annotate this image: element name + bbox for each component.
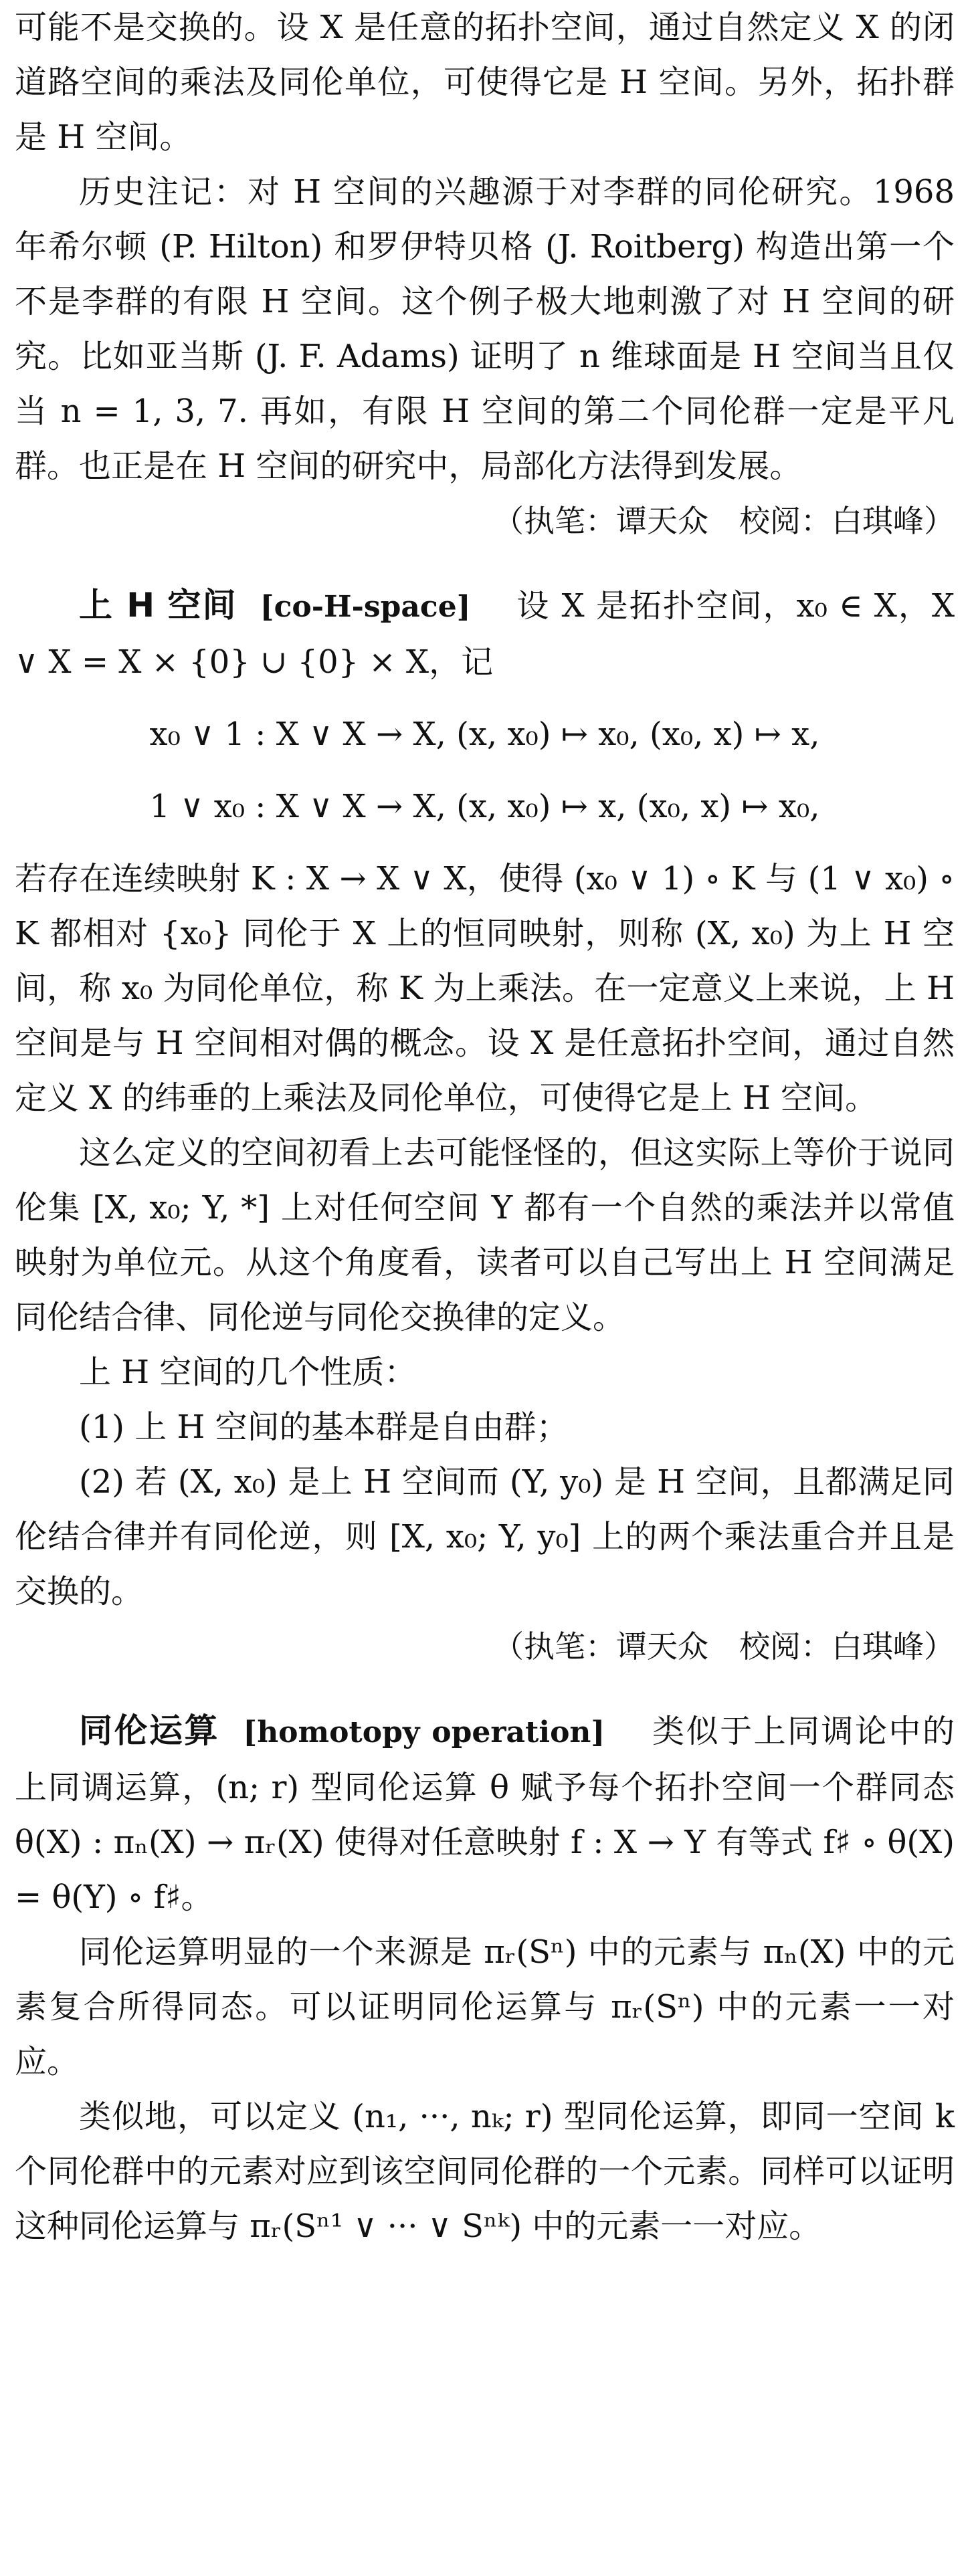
entry-title: 同伦运算	[79, 1711, 219, 1750]
equation-gap	[15, 762, 955, 779]
entry-co-h-space-intro	[15, 578, 955, 689]
paragraph-historical-note: 历史注记：对 H 空间的兴趣源于对李群的同伦研究。1968 年希尔顿 (P. Hilton) 和罗伊特贝格 (J. Roitberg) 构造出第一个不是李群的有限 H 空间。这个例子极大地刺激了对 H 空间的研究。比如亚当斯 (J. F. Adams) 证明了 n 维球面是 H 空间当且仅当 n = 1, 3, 7. 再如，有限 H 空间的第二个同伦群一定是平凡群。也正是在 H 空间的研究中，局部化方法得到发展。	[15, 173, 955, 485]
entry-homotopy-operation-intro	[15, 1703, 955, 1925]
entry-title: 上 H 空间	[79, 586, 237, 625]
section-gap	[15, 548, 955, 578]
author-credit: （执笔：谭天众 校阅：白琪峰）	[493, 503, 955, 539]
section-gap	[15, 1674, 955, 1703]
equation-gap	[15, 834, 955, 851]
paragraph-properties-heading: 上 H 空间的几个性质：	[79, 1354, 417, 1391]
entry-title-english: [co-H-space]	[260, 590, 471, 624]
entry-intro-text: 类似于上同调论中的上同调运算，(n; r) 型同伦运算 θ 赋予每个拓扑空间一个群同态 θ(X) : πₙ(X) → πᵣ(X) 使得对任意映射 f : X → Y 有等式 f♯ ∘ θ(X) = θ(Y) ∘ f♯。	[15, 1713, 955, 1916]
entry-intro-text: 设 X 是拓扑空间，x₀ ∈ X，X ∨ X = X × {0} ∪ {0} × X，记	[15, 587, 955, 681]
paragraph-h-space-examples: 可能不是交换的。设 X 是任意的拓扑空间，通过自然定义 X 的闭道路空间的乘法及同伦单位，可使得它是 H 空间。另外，拓扑群是 H 空间。	[15, 9, 955, 156]
paragraph-property-1: (1) 上 H 空间的基本群是自由群；	[79, 1408, 569, 1446]
equation-2: 1 ∨ x₀ : X ∨ X → X, (x, x₀) ↦ x, (x₀, x) ↦ x₀,	[149, 788, 820, 825]
paragraph-operation-source: 同伦运算明显的一个来源是 πᵣ(Sⁿ) 中的元素与 πₙ(X) 中的元素复合所得同态。可以证明同伦运算与 πᵣ(Sⁿ) 中的元素一一对应。	[15, 1933, 955, 2080]
paragraph-multi-operation: 类似地，可以定义 (n₁, ···, nₖ; r) 型同伦运算，即同一空间 k 个同伦群中的元素对应到该空间同伦群的一个元素。同样可以证明这种同伦运算与 πᵣ(Sⁿ¹ ∨ ··· ∨ Sⁿᵏ) 中的元素一一对应。	[15, 2098, 955, 2245]
paragraph-co-h-definition: 若存在连续映射 K : X → X ∨ X，使得 (x₀ ∨ 1) ∘ K 与 (1 ∨ x₀) ∘ K 都相对 {x₀} 同伦于 X 上的恒同映射，则称 (X, x₀) 为上 H 空间，称 x₀ 为同伦单位，称 K 为上乘法。在一定意义上来说，上 H 空间是与 H 空间相对偶的概念。设 X 是任意拓扑空间，通过自然定义 X 的纬垂的上乘法及同伦单位，可使得它是上 H 空间。	[15, 860, 955, 1117]
author-credit: （执笔：谭天众 校阅：白琪峰）	[493, 1628, 955, 1665]
equation-gap	[15, 689, 955, 707]
entry-title-english: [homotopy operation]	[243, 1715, 605, 1749]
equation-1: x₀ ∨ 1 : X ∨ X → X, (x, x₀) ↦ x₀, (x₀, x) ↦ x,	[149, 716, 820, 753]
paragraph-co-h-remark: 这么定义的空间初看上去可能怪怪的，但这实际上等价于说同伦集 [X, x₀; Y, *] 上对任何空间 Y 都有一个自然的乘法并以常值映射为单位元。从这个角度看，读者可以自己写出上 H 空间满足同伦结合律、同伦逆与同伦交换律的定义。	[15, 1134, 955, 1336]
paragraph-property-2: (2) 若 (X, x₀) 是上 H 空间而 (Y, y₀) 是 H 空间，且都满足同伦结合律并有同伦逆，则 [X, x₀; Y, y₀] 上的两个乘法重合并且是交换的。	[15, 1463, 955, 1610]
page	[15, 0, 955, 2254]
